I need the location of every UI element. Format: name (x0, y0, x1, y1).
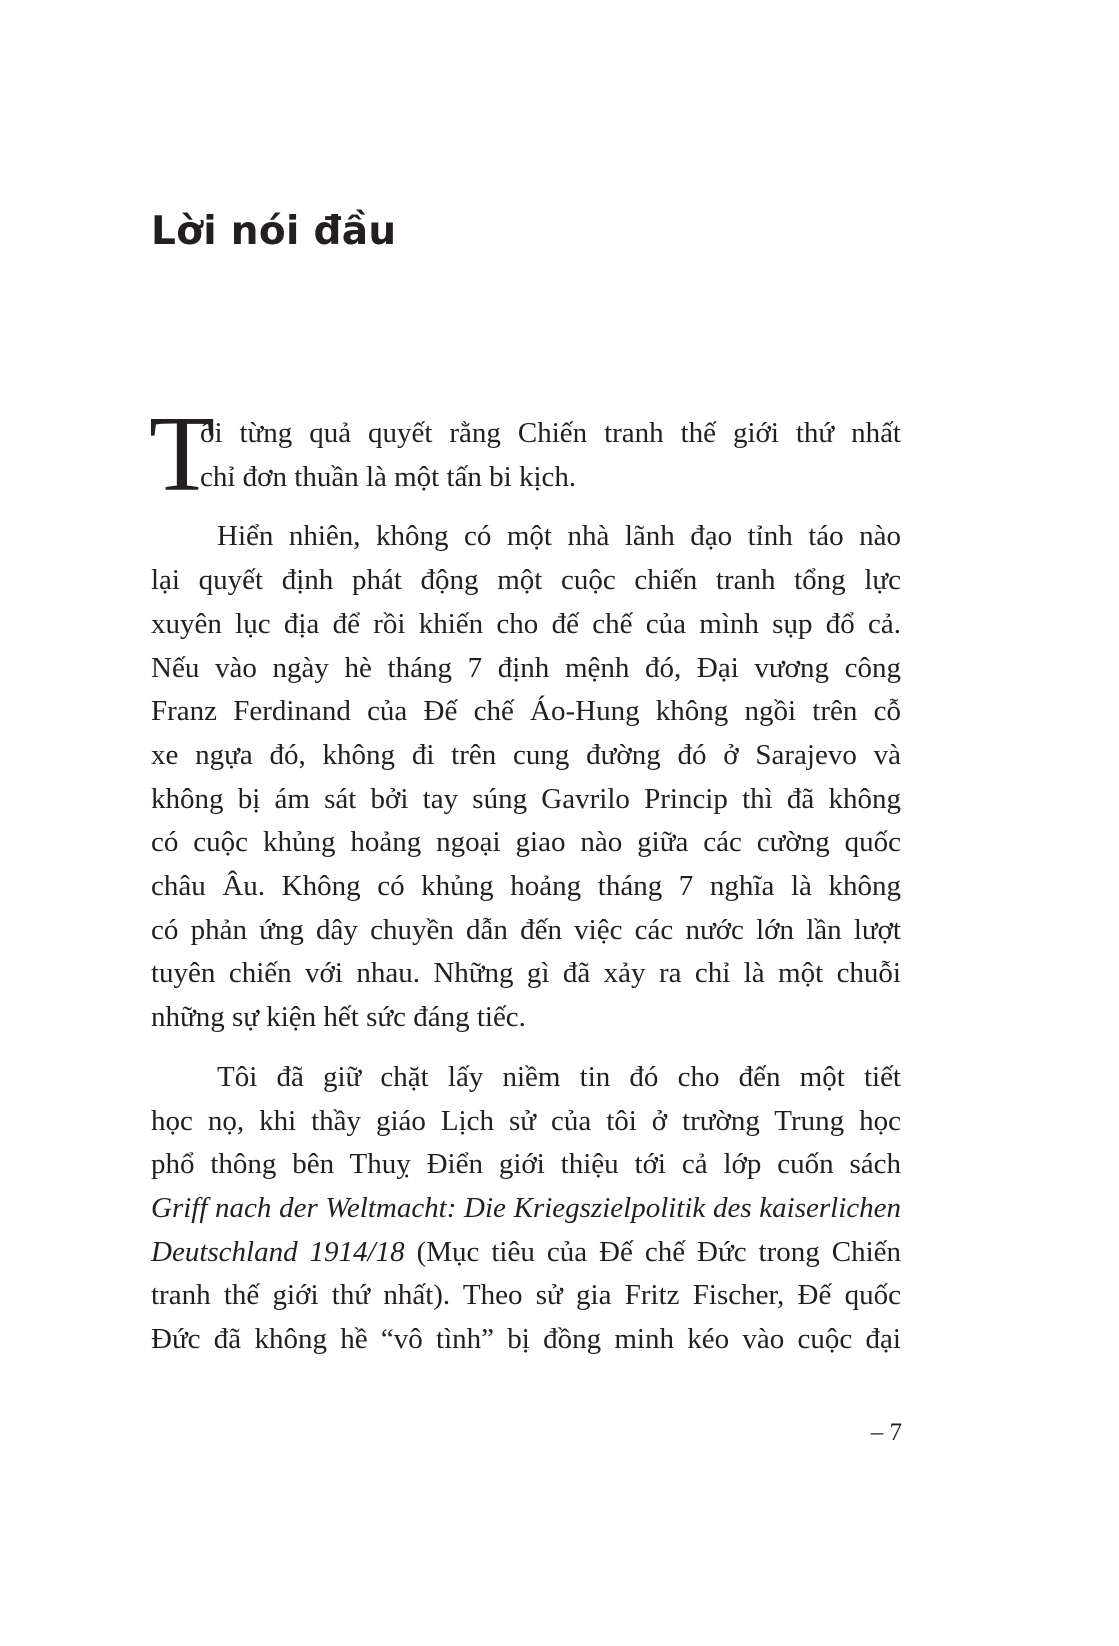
text-line: lại quyết định phát động một cuộc chiến tranh tổng lực (151, 564, 901, 597)
text-line (151, 1231, 901, 1275)
text-line: châu Âu. Không có khủng hoảng tháng 7 nghĩa là không (151, 870, 901, 903)
page-number: – 7 (870, 1419, 902, 1446)
chapter-title: Lời nói đầu (151, 209, 397, 254)
book-title-italic: Deutschland 1914/18 (151, 1235, 405, 1268)
text-line: ôi từng quả quyết rằng Chiến tranh thế giới thứ nhất (200, 417, 901, 449)
text-line: có cuộc khủng hoảng ngoại giao nào giữa các cường quốc (151, 826, 901, 859)
text-line: tranh thế giới thứ nhất). Theo sử gia Fritz Fischer, Đế quốc (151, 1279, 901, 1312)
drop-cap: T (149, 395, 215, 514)
paragraph-1 (149, 395, 901, 514)
text-line: Tôi đã giữ chặt lấy niềm tin đó cho đến một tiết (217, 1060, 901, 1093)
text-line: tuyên chiến với nhau. Những gì đã xảy ra chỉ là một chuỗi (151, 957, 901, 990)
text-line: có phản ứng dây chuyền dẫn đến việc các nước lớn lần lượt (151, 913, 901, 946)
text-line: xe ngựa đó, không đi trên cung đường đó ở Sarajevo và (151, 738, 901, 771)
text-line: Hiển nhiên, không có một nhà lãnh đạo tỉnh táo nào (217, 520, 901, 553)
text-line: xuyên lục địa để rồi khiến cho đế chế của mình sụp đổ cả. (151, 607, 901, 640)
text-line: Đức đã không hề “vô tình” bị đồng minh kéo vào cuộc đại (151, 1323, 901, 1356)
text-line: Nếu vào ngày hè tháng 7 định mệnh đó, Đại vương công (151, 651, 901, 684)
book-title-italic: Griff nach der Weltmacht: Die Kriegszielpolitik des kaiserlichen (151, 1191, 901, 1224)
text-line: Franz Ferdinand của Đế chế Áo-Hung không ngồi trên cỗ (151, 695, 901, 728)
paragraph-2 (151, 515, 901, 1039)
text-line: chỉ đơn thuần là một tấn bi kịch. (200, 460, 577, 493)
paragraph-3 (151, 1056, 901, 1362)
body-text (149, 395, 901, 1362)
text-line: phổ thông bên Thuỵ Điển giới thiệu tới cả lớp cuốn sách (151, 1148, 901, 1181)
text-line: học nọ, khi thầy giáo Lịch sử của tôi ở trường Trung học (151, 1104, 901, 1137)
text-line: những sự kiện hết sức đáng tiếc. (151, 1001, 526, 1034)
text-line: không bị ám sát bởi tay súng Gavrilo Princip thì đã không (151, 782, 901, 815)
text-fragment: (Mục tiêu của Đế chế Đức trong Chiến (404, 1235, 901, 1268)
